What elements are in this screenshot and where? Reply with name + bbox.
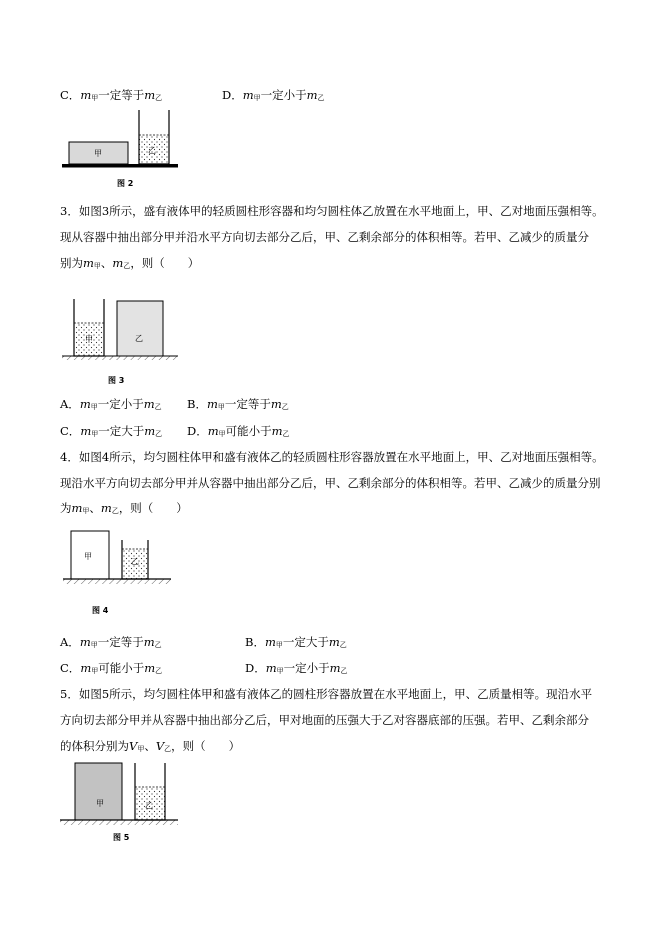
- var-m: m: [207, 424, 219, 438]
- block-jia: [75, 763, 122, 820]
- subscript: 乙: [123, 262, 131, 270]
- subscript: 乙: [154, 641, 162, 649]
- text: 为: [60, 501, 72, 515]
- subscript: 甲: [137, 745, 145, 753]
- q3-option-c: [60, 423, 162, 442]
- var-m: m: [83, 256, 94, 270]
- text: ，则（ ）: [118, 501, 188, 515]
- q5-stem-line1: 5．如图5所示，均匀圆柱体甲和盛有液体乙的圆柱形容器放置在水平地面上，甲、乙质量相等。现沿水平: [60, 687, 593, 701]
- text: ，则（ ）: [130, 256, 200, 270]
- figure-2: [58, 108, 188, 177]
- subscript: 甲: [218, 430, 226, 438]
- var-m: m: [112, 256, 124, 270]
- subscript: 乙: [155, 667, 163, 675]
- option-text: 一定等于: [98, 88, 145, 102]
- option-text: 一定大于: [282, 635, 329, 649]
- option-label: D．: [222, 88, 243, 102]
- var-m: m: [264, 635, 276, 649]
- ground-hatch: [63, 579, 171, 584]
- subscript: 乙: [111, 507, 119, 515]
- subscript: 甲: [91, 94, 99, 102]
- q2-option-d: [222, 87, 325, 106]
- subscript: 乙: [282, 430, 290, 438]
- option-label: D．: [245, 661, 266, 675]
- q2-option-c: [60, 87, 162, 106]
- subscript: 甲: [90, 641, 98, 649]
- option-label: A．: [60, 635, 80, 649]
- text: 别为: [60, 256, 83, 270]
- q3-stem-line2: 现从容器中抽出部分甲并沿水平方向切去部分乙后，甲、乙剩余部分的体积相等。若甲、乙减少的质量分: [60, 230, 589, 244]
- var-m: m: [144, 661, 156, 675]
- var-m: m: [328, 635, 340, 649]
- subscript: 甲: [275, 641, 283, 649]
- option-label: C．: [60, 661, 81, 675]
- option-text: 一定小于: [97, 397, 144, 411]
- q4-option-a: [60, 634, 162, 653]
- option-text: 可能小于: [225, 424, 272, 438]
- var-m: m: [80, 424, 92, 438]
- block-yi: [117, 301, 163, 356]
- subscript: 乙: [154, 403, 162, 411]
- option-label: C．: [60, 88, 81, 102]
- var-m: m: [271, 424, 283, 438]
- q3-option-b: [187, 396, 289, 415]
- option-text: 一定大于: [98, 424, 145, 438]
- var-m: m: [265, 661, 277, 675]
- q5-stem-line3: [60, 738, 240, 757]
- option-text: 一定等于: [97, 635, 144, 649]
- q3-option-d: [187, 423, 290, 442]
- q3-stem-line3: [60, 255, 199, 274]
- var-m: m: [329, 661, 341, 675]
- figure-5: [58, 760, 183, 832]
- q4-stem-line2: 现沿水平方向切去部分甲并从容器中抽出部分乙后，甲、乙剩余部分的体积相等。若甲、乙减少的质量分别: [60, 476, 601, 490]
- option-label: C．: [60, 424, 81, 438]
- var-m: m: [100, 501, 112, 515]
- ground-hatch: [60, 820, 178, 825]
- option-text: 一定等于: [224, 397, 271, 411]
- var-m: m: [79, 397, 91, 411]
- label-jia: 甲: [94, 149, 102, 158]
- q4-stem-line1: 4．如图4所示，均匀圆柱体甲和盛有液体乙的轻质圆柱形容器放置在水平地面上，甲、乙对地面压强相等。: [60, 450, 604, 464]
- subscript: 甲: [91, 430, 99, 438]
- label-yi: 乙: [148, 146, 156, 155]
- subscript: 乙: [339, 641, 347, 649]
- figure-3: [60, 296, 185, 366]
- var-m: m: [143, 635, 155, 649]
- label-jia: 甲: [84, 552, 92, 561]
- option-label: A．: [60, 397, 80, 411]
- var-m: m: [143, 397, 155, 411]
- var-m: m: [306, 88, 318, 102]
- text: 的体积分别为: [60, 739, 129, 753]
- option-text: 一定小于: [260, 88, 307, 102]
- subscript: 甲: [276, 667, 284, 675]
- figure-4-caption: 图 4: [92, 606, 109, 615]
- q5-stem-line2: 方向切去部分甲并从容器中抽出部分乙后，甲对地面的压强大于乙对容器底部的压强。若甲、乙剩余部分: [60, 713, 589, 727]
- subscript: 乙: [340, 667, 348, 675]
- label-yi: 乙: [145, 801, 153, 810]
- text: 、: [100, 256, 113, 270]
- figure-3-drawing: [60, 296, 185, 362]
- label-yi: 乙: [135, 334, 143, 343]
- text: 、: [144, 739, 156, 753]
- subscript: 甲: [93, 262, 101, 270]
- option-label: B．: [245, 635, 265, 649]
- var-v: V: [129, 739, 138, 753]
- var-m: m: [144, 424, 156, 438]
- q4-option-b: [245, 634, 347, 653]
- var-m: m: [80, 88, 92, 102]
- ground-hatch: [62, 356, 178, 360]
- figure-4: [60, 527, 180, 593]
- subscript: 乙: [281, 403, 289, 411]
- label-yi: 乙: [131, 557, 139, 566]
- var-m: m: [79, 635, 91, 649]
- subscript: 乙: [155, 94, 163, 102]
- figure-3-caption: 图 3: [108, 376, 125, 385]
- subscript: 甲: [253, 94, 261, 102]
- text: 、: [89, 501, 101, 515]
- subscript: 乙: [317, 94, 325, 102]
- var-v: V: [155, 739, 165, 753]
- var-m: m: [71, 501, 83, 515]
- subscript: 甲: [90, 403, 98, 411]
- subscript: 乙: [164, 745, 172, 753]
- option-text: 一定小于: [283, 661, 330, 675]
- option-label: B．: [187, 397, 207, 411]
- q4-stem-line3: [60, 500, 188, 519]
- q4-option-d: [245, 660, 348, 679]
- label-jia: 甲: [96, 799, 104, 808]
- q4-option-c: [60, 660, 162, 679]
- figure-5-drawing: [58, 760, 183, 828]
- text: ，则（ ）: [171, 739, 241, 753]
- var-m: m: [144, 88, 156, 102]
- subscript: 乙: [155, 430, 163, 438]
- q3-option-a: [60, 396, 162, 415]
- var-m: m: [270, 397, 282, 411]
- figure-2-caption: 图 2: [117, 179, 134, 188]
- var-m: m: [80, 661, 92, 675]
- subscript: 甲: [82, 507, 90, 515]
- figure-2-drawing: [58, 108, 188, 173]
- ground: [62, 164, 178, 168]
- figure-5-caption: 图 5: [113, 833, 130, 842]
- subscript: 甲: [91, 667, 99, 675]
- figure-4-drawing: [60, 527, 180, 589]
- var-m: m: [242, 88, 254, 102]
- subscript: 甲: [217, 403, 225, 411]
- option-text: 可能小于: [98, 661, 145, 675]
- var-m: m: [206, 397, 218, 411]
- q3-stem-line1: 3．如图3所示，盛有液体甲的轻质圆柱形容器和均匀圆柱体乙放置在水平地面上，甲、乙对地面压强相等。: [60, 204, 604, 218]
- option-label: D．: [187, 424, 208, 438]
- label-jia: 甲: [85, 335, 93, 344]
